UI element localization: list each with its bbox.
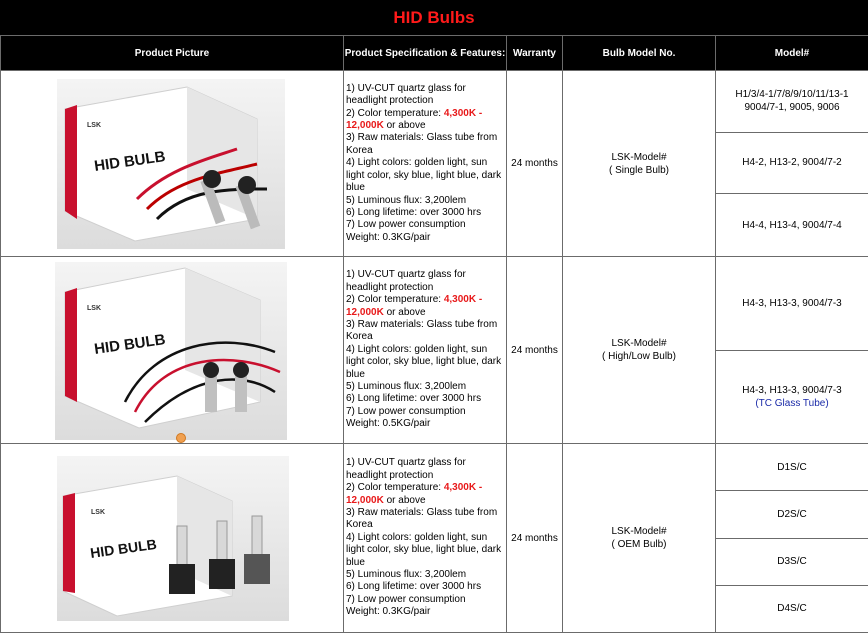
warranty-cell: 24 months <box>507 444 563 633</box>
spec-line: 2) Color temperature: 4,300K - 12,000K or above <box>346 294 483 318</box>
spec-line: 3) Raw materials: Glass tube from Korea <box>346 318 498 343</box>
product-picture-cell <box>1 444 344 633</box>
header-row <box>1 36 868 71</box>
product-picture-cell <box>1 71 344 257</box>
spec-line: 4) Light colors: golden light, sun light color, sky blue, light blue, dark blue <box>346 343 502 380</box>
model-cell: H1/3/4-1/7/8/9/10/11/13-1 9004/7-1, 9005, 9006 <box>716 71 868 133</box>
spec-line: 4) Light colors: golden light, sun light color, sky blue, light blue, dark blue <box>346 531 502 568</box>
model-cell: H4-3, H13-3, 9004/7-3 <box>716 257 868 351</box>
color-temp-range: 4,300K - 12,000K <box>346 482 483 506</box>
table-row <box>1 444 868 491</box>
spec-cell <box>344 71 507 257</box>
bulb-model-cell: LSK-Model# ( OEM Bulb) <box>563 444 716 633</box>
warranty-cell: 24 months <box>507 257 563 444</box>
spec-line: 5) Luminous flux: 3,200lem <box>346 194 467 206</box>
model-cell: D2S/C <box>716 491 868 538</box>
spec-line: 7) Low power consumption <box>346 593 466 605</box>
spec-line: 5) Luminous flux: 3,200lem <box>346 569 467 581</box>
box-logo: LSK <box>91 509 105 516</box>
spec-line: Weight: 0.3KG/pair <box>346 231 431 243</box>
header-warranty: Warranty <box>507 36 563 71</box>
spec-line: 3) Raw materials: Glass tube from Korea <box>346 132 498 156</box>
box-logo: LSK <box>87 305 101 312</box>
page-title: HID Bulbs <box>393 8 475 27</box>
product-picture-cell <box>1 257 344 444</box>
title-bar <box>0 0 868 35</box>
color-temp-range: 4,300K - 12,000K <box>346 107 483 132</box>
box-label: HID BULB <box>93 148 167 175</box>
box-label: HID BULB <box>89 535 158 561</box>
product-image <box>57 456 289 621</box>
spec-line: 1) UV-CUT quartz glass for headlight protection <box>346 269 466 293</box>
spec-cell <box>344 444 507 633</box>
product-table <box>0 35 868 633</box>
bulb-model-cell: LSK-Model# ( Single Bulb) <box>563 71 716 257</box>
tc-glass-note: (TC Glass Tube) <box>755 398 829 409</box>
spec-line: 1) UV-CUT quartz glass for headlight protection <box>346 457 466 481</box>
spec-line: 6) Long lifetime: over 3000 hrs <box>346 581 482 593</box>
model-cell: D3S/C <box>716 538 868 585</box>
color-temp-range: 4,300K - 12,000K <box>346 294 483 318</box>
spec-line: Weight: 0.5KG/pair <box>346 418 431 430</box>
model-cell: D4S/C <box>716 585 868 632</box>
warranty-cell: 24 months <box>507 71 563 257</box>
header-bulb-model: Bulb Model No. <box>563 36 716 71</box>
header-picture: Product Picture <box>1 36 344 71</box>
header-spec: Product Specification & Features: <box>344 36 507 71</box>
box-logo: LSK <box>87 122 101 129</box>
carousel-dot[interactable] <box>176 433 186 443</box>
spec-line: 5) Luminous flux: 3,200lem <box>346 381 467 393</box>
bulb-model-cell: LSK-Model# ( High/Low Bulb) <box>563 257 716 444</box>
table-row <box>1 71 868 133</box>
spec-line: 4) Light colors: golden light, sun light color, sky blue, light blue, dark blue <box>346 157 502 194</box>
model-cell: H4-4, H13-4, 9004/7-4 <box>716 194 868 257</box>
spec-line: 1) UV-CUT quartz glass for headlight protection <box>346 82 466 107</box>
product-image <box>55 262 287 440</box>
spec-cell <box>344 257 507 444</box>
product-image <box>57 79 285 249</box>
header-model: Model# <box>716 36 868 71</box>
spec-line: 6) Long lifetime: over 3000 hrs <box>346 393 482 405</box>
spec-line: 6) Long lifetime: over 3000 hrs <box>346 206 482 218</box>
model-cell: H4-3, H13-3, 9004/7-3 (TC Glass Tube) <box>716 351 868 444</box>
table-row <box>1 257 868 351</box>
spec-line: 2) Color temperature: 4,300K - 12,000K or above <box>346 482 483 506</box>
spec-line: 7) Low power consumption <box>346 219 466 231</box>
spec-line: 3) Raw materials: Glass tube from Korea <box>346 506 498 531</box>
spec-line: 7) Low power consumption <box>346 405 466 417</box>
model-cell: H4-2, H13-2, 9004/7-2 <box>716 132 868 194</box>
spec-line: Weight: 0.3KG/pair <box>346 606 431 618</box>
box-label: HID BULB <box>93 331 167 358</box>
model-cell: D1S/C <box>716 444 868 491</box>
spec-line: 2) Color temperature: 4,300K - 12,000K or above <box>346 107 483 132</box>
